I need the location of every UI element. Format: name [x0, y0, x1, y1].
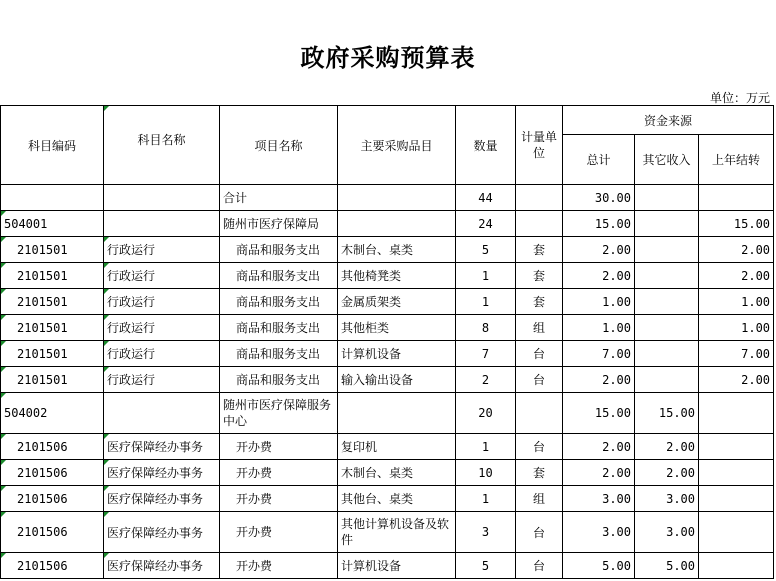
cell-item[interactable]: [338, 211, 456, 237]
cell-subject[interactable]: 行政运行: [104, 315, 220, 341]
cell-qty[interactable]: 2: [456, 367, 516, 393]
cell-subject[interactable]: 行政运行: [104, 289, 220, 315]
cell-unit[interactable]: [516, 211, 563, 237]
cell-project[interactable]: 开办费: [220, 512, 338, 553]
cell-subject[interactable]: 医疗保障经办事务: [104, 553, 220, 579]
cell-code[interactable]: 2101506: [1, 512, 104, 553]
cell-subject[interactable]: [104, 185, 220, 211]
table-row: [1, 553, 774, 579]
cell-item[interactable]: 其他椅凳类: [338, 263, 456, 289]
cell-qty[interactable]: 5: [456, 553, 516, 579]
cell-total[interactable]: 1.00: [563, 289, 635, 315]
cell-project[interactable]: 商品和服务支出: [220, 341, 338, 367]
page-title: 政府采购预算表: [300, 43, 476, 72]
cell-other-income[interactable]: 5.00: [635, 553, 699, 579]
cell-total[interactable]: 1.00: [563, 315, 635, 341]
cell-item[interactable]: [338, 185, 456, 211]
cell-subject[interactable]: 行政运行: [104, 263, 220, 289]
table-row: [1, 486, 774, 512]
cell-other-income[interactable]: [635, 367, 699, 393]
cell-other-income[interactable]: [635, 237, 699, 263]
table-row: [1, 393, 774, 434]
cell-carryover[interactable]: 2.00: [699, 237, 774, 263]
cell-project[interactable]: 商品和服务支出: [220, 289, 338, 315]
cell-item[interactable]: 计算机设备: [338, 341, 456, 367]
cell-qty[interactable]: 7: [456, 341, 516, 367]
cell-subject[interactable]: 行政运行: [104, 367, 220, 393]
cell-carryover[interactable]: [699, 434, 774, 460]
cell-qty[interactable]: 44: [456, 185, 516, 211]
table-row: [1, 460, 774, 486]
cell-qty[interactable]: 20: [456, 393, 516, 434]
header-item[interactable]: 主要采购品目: [338, 106, 456, 185]
cell-qty[interactable]: 24: [456, 211, 516, 237]
cell-unit[interactable]: 台: [516, 341, 563, 367]
cell-unit[interactable]: [516, 185, 563, 211]
cell-carryover[interactable]: 1.00: [699, 315, 774, 341]
cell-subject[interactable]: [104, 211, 220, 237]
cell-unit[interactable]: 台: [516, 512, 563, 553]
cell-total[interactable]: 15.00: [563, 211, 635, 237]
cell-carryover[interactable]: 1.00: [699, 289, 774, 315]
header-row-1: [1, 106, 774, 135]
cell-item[interactable]: 木制台、桌类: [338, 237, 456, 263]
cell-total[interactable]: 5.00: [563, 553, 635, 579]
header-other-income[interactable]: 其它收入: [635, 135, 699, 185]
cell-other-income[interactable]: [635, 341, 699, 367]
cell-other-income[interactable]: 3.00: [635, 512, 699, 553]
cell-carryover[interactable]: [699, 553, 774, 579]
cell-item[interactable]: 木制台、桌类: [338, 460, 456, 486]
header-carryover[interactable]: 上年结转: [699, 135, 774, 185]
cell-code[interactable]: 2101506: [1, 553, 104, 579]
cell-project[interactable]: 开办费: [220, 460, 338, 486]
cell-code[interactable]: 2101501: [1, 341, 104, 367]
cell-unit[interactable]: 台: [516, 367, 563, 393]
cell-carryover[interactable]: [699, 512, 774, 553]
cell-item[interactable]: 其他计算机设备及软件: [338, 512, 456, 553]
cell-item[interactable]: 金属质架类: [338, 289, 456, 315]
cell-unit[interactable]: 组: [516, 486, 563, 512]
cell-other-income[interactable]: 2.00: [635, 460, 699, 486]
cell-qty[interactable]: 1: [456, 289, 516, 315]
cell-total[interactable]: 15.00: [563, 393, 635, 434]
cell-code[interactable]: 2101501: [1, 367, 104, 393]
header-qty[interactable]: 数量: [456, 106, 516, 185]
table-row: [1, 289, 774, 315]
cell-item[interactable]: 其他柜类: [338, 315, 456, 341]
cell-item[interactable]: 复印机: [338, 434, 456, 460]
cell-subject[interactable]: 行政运行: [104, 237, 220, 263]
cell-carryover[interactable]: 2.00: [699, 263, 774, 289]
cell-project[interactable]: 开办费: [220, 486, 338, 512]
cell-other-income[interactable]: 15.00: [635, 393, 699, 434]
cell-qty[interactable]: 10: [456, 460, 516, 486]
cell-project[interactable]: 随州市医疗保障局: [220, 211, 338, 237]
cell-other-income[interactable]: 3.00: [635, 486, 699, 512]
header-project[interactable]: 项目名称: [220, 106, 338, 185]
table-row: [1, 512, 774, 553]
cell-unit[interactable]: 套: [516, 460, 563, 486]
cell-carryover[interactable]: 15.00: [699, 211, 774, 237]
header-funding[interactable]: 资金来源: [563, 106, 774, 135]
cell-unit[interactable]: 台: [516, 434, 563, 460]
cell-project[interactable]: 随州市医疗保障服务中心: [220, 393, 338, 434]
table-row: [1, 185, 774, 211]
cell-project[interactable]: 商品和服务支出: [220, 315, 338, 341]
cell-code[interactable]: 504002: [1, 393, 104, 434]
cell-carryover[interactable]: [699, 486, 774, 512]
cell-qty[interactable]: 3: [456, 512, 516, 553]
unit-label: 单位：万元: [709, 91, 770, 105]
cell-other-income[interactable]: 2.00: [635, 434, 699, 460]
cell-unit[interactable]: [516, 393, 563, 434]
cell-item[interactable]: 计算机设备: [338, 553, 456, 579]
cell-code[interactable]: 2101506: [1, 460, 104, 486]
cell-project[interactable]: 商品和服务支出: [220, 263, 338, 289]
cell-project[interactable]: 开办费: [220, 434, 338, 460]
table-row: [1, 434, 774, 460]
cell-carryover[interactable]: 2.00: [699, 367, 774, 393]
cell-other-income[interactable]: [635, 289, 699, 315]
table-row: [1, 263, 774, 289]
cell-qty[interactable]: 1: [456, 263, 516, 289]
cell-total[interactable]: 2.00: [563, 434, 635, 460]
cell-project[interactable]: 商品和服务支出: [220, 237, 338, 263]
cell-total[interactable]: 2.00: [563, 263, 635, 289]
cell-qty[interactable]: 1: [456, 486, 516, 512]
cell-unit[interactable]: 套: [516, 237, 563, 263]
cell-subject[interactable]: 医疗保障经办事务: [104, 460, 220, 486]
cell-unit[interactable]: 组: [516, 315, 563, 341]
cell-unit[interactable]: 套: [516, 263, 563, 289]
table-row: [1, 315, 774, 341]
cell-code[interactable]: 2101501: [1, 237, 104, 263]
cell-total[interactable]: 3.00: [563, 486, 635, 512]
cell-subject[interactable]: [104, 393, 220, 434]
cell-qty[interactable]: 1: [456, 434, 516, 460]
cell-item[interactable]: 输入输出设备: [338, 367, 456, 393]
cell-carryover[interactable]: [699, 393, 774, 434]
cell-code[interactable]: 2101506: [1, 434, 104, 460]
cell-unit[interactable]: 台: [516, 553, 563, 579]
table-row: [1, 367, 774, 393]
cell-other-income[interactable]: [635, 211, 699, 237]
cell-qty[interactable]: 5: [456, 237, 516, 263]
header-subject[interactable]: 科目名称: [104, 106, 220, 185]
cell-code[interactable]: [1, 185, 104, 211]
header-unit[interactable]: 计量单位: [516, 106, 563, 185]
header-total[interactable]: 总计: [563, 135, 635, 185]
cell-unit[interactable]: 套: [516, 289, 563, 315]
cell-item[interactable]: [338, 393, 456, 434]
header-code[interactable]: 科目编码: [1, 106, 104, 185]
cell-total[interactable]: 2.00: [563, 237, 635, 263]
cell-total[interactable]: 2.00: [563, 367, 635, 393]
cell-total[interactable]: 30.00: [563, 185, 635, 211]
cell-total[interactable]: 2.00: [563, 460, 635, 486]
cell-code[interactable]: 2101501: [1, 263, 104, 289]
cell-code[interactable]: 504001: [1, 211, 104, 237]
cell-qty[interactable]: 8: [456, 315, 516, 341]
budget-table: [0, 105, 774, 579]
cell-other-income[interactable]: [635, 315, 699, 341]
cell-subject[interactable]: 医疗保障经办事务: [104, 434, 220, 460]
cell-total[interactable]: 7.00: [563, 341, 635, 367]
cell-code[interactable]: 2101501: [1, 315, 104, 341]
cell-project[interactable]: 合计: [220, 185, 338, 211]
cell-subject[interactable]: 医疗保障经办事务: [104, 486, 220, 512]
table-row: [1, 341, 774, 367]
cell-other-income[interactable]: [635, 185, 699, 211]
cell-project[interactable]: 开办费: [220, 553, 338, 579]
table-row: [1, 237, 774, 263]
cell-project[interactable]: 商品和服务支出: [220, 367, 338, 393]
cell-total[interactable]: 3.00: [563, 512, 635, 553]
table-row: [1, 211, 774, 237]
cell-code[interactable]: 2101506: [1, 486, 104, 512]
cell-other-income[interactable]: [635, 263, 699, 289]
cell-carryover[interactable]: [699, 185, 774, 211]
cell-carryover[interactable]: 7.00: [699, 341, 774, 367]
cell-item[interactable]: 其他台、桌类: [338, 486, 456, 512]
cell-subject[interactable]: 医疗保障经办事务: [104, 512, 220, 553]
cell-code[interactable]: 2101501: [1, 289, 104, 315]
cell-carryover[interactable]: [699, 460, 774, 486]
cell-subject[interactable]: 行政运行: [104, 341, 220, 367]
